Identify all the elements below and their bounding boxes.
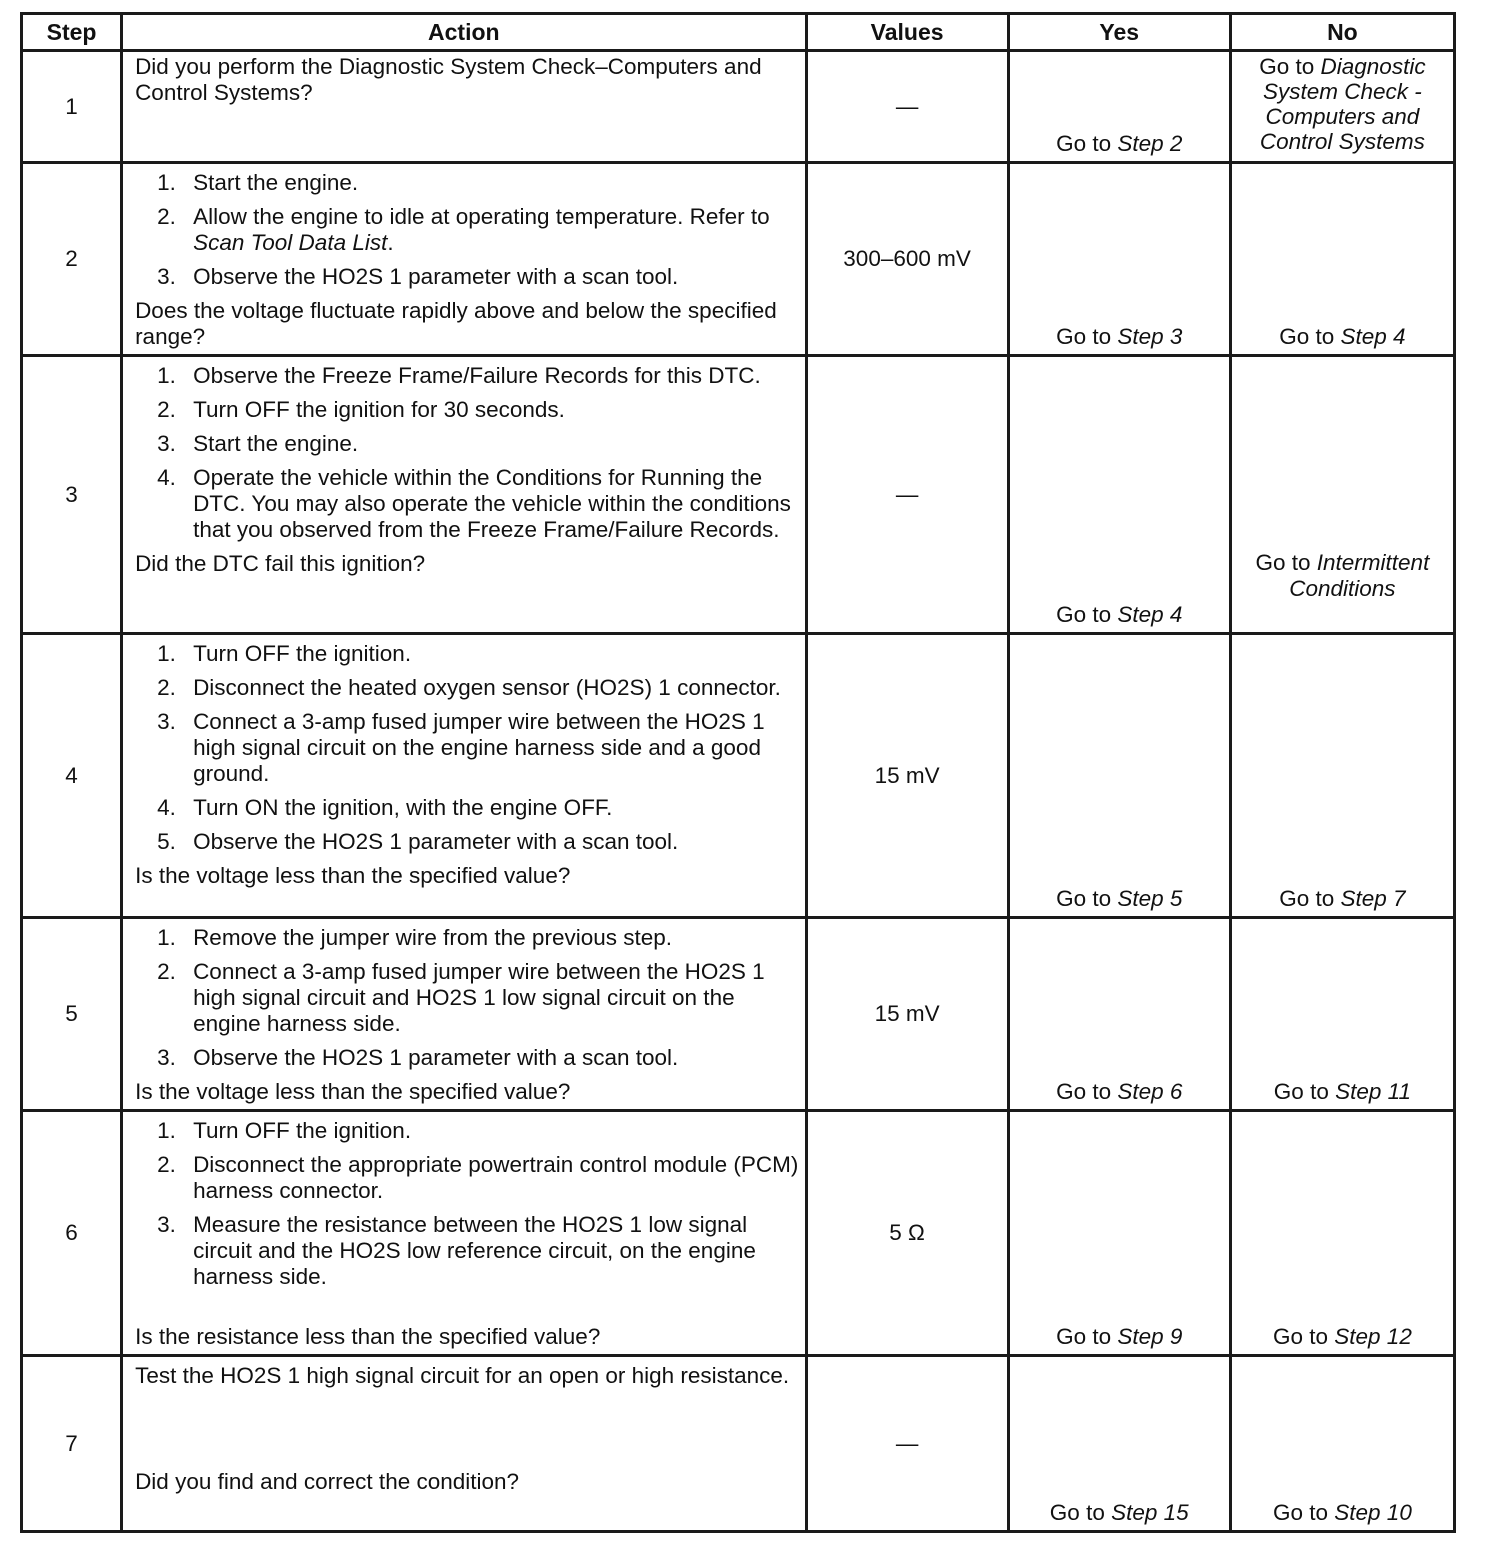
substep	[135, 204, 798, 256]
substep	[135, 959, 798, 1037]
substep-number: 2.	[157, 204, 176, 229]
yes-target: Step 15	[1111, 1500, 1189, 1525]
table-row	[22, 356, 1455, 634]
substep	[135, 397, 798, 423]
substep-number: 3.	[157, 431, 176, 456]
step-number: 3	[22, 356, 122, 634]
go-to-label: Go to	[1273, 1079, 1329, 1104]
substep	[135, 1118, 798, 1144]
action-cell	[122, 356, 806, 634]
header-step: Step	[22, 14, 122, 51]
substep	[135, 925, 798, 951]
substep	[135, 431, 798, 457]
yes-cell	[1008, 51, 1230, 163]
action-question: Is the voltage less than the specified value?	[135, 1079, 571, 1104]
no-target-line: Computers and	[1265, 104, 1420, 129]
action-cell	[122, 1356, 806, 1532]
header-values: Values	[806, 14, 1008, 51]
yes-link[interactable]	[1010, 324, 1229, 350]
substep-number: 4.	[157, 465, 176, 490]
action-cell	[122, 634, 806, 918]
action-question: Does the voltage fluctuate rapidly above and below the specified range?	[135, 298, 777, 349]
diagnostic-table	[20, 12, 1456, 1533]
go-to-label: Go to	[1056, 1079, 1112, 1104]
table-row	[22, 1111, 1455, 1356]
substep-text: Turn OFF the ignition.	[193, 1118, 412, 1143]
yes-cell	[1008, 1111, 1230, 1356]
yes-target: Step 5	[1117, 886, 1183, 911]
substep-number: 3.	[157, 1212, 176, 1237]
value-cell: —	[806, 1356, 1008, 1532]
substep-text: Disconnect the heated oxygen sensor (HO2S) 1 connector.	[193, 675, 781, 700]
go-to-label: Go to	[1056, 1324, 1112, 1349]
value-cell: 15 mV	[806, 634, 1008, 918]
yes-link[interactable]	[1010, 131, 1229, 157]
yes-target: Step 9	[1117, 1324, 1183, 1349]
header-no: No	[1230, 14, 1454, 51]
go-to-label: Go to	[1255, 550, 1311, 575]
substep-text: Connect a 3-amp fused jumper wire between the HO2S 1 high signal circuit on the engine harness side and a good ground.	[193, 709, 765, 786]
substep-text: Disconnect the appropriate powertrain control module (PCM) harness connector.	[193, 1152, 799, 1203]
no-target-line: Control Systems	[1259, 129, 1425, 154]
no-link[interactable]	[1232, 1500, 1453, 1526]
table-header-row	[22, 14, 1455, 51]
yes-target: Step 4	[1117, 602, 1183, 627]
substep-text: Start the engine.	[193, 431, 359, 456]
value-cell: 5 Ω	[806, 1111, 1008, 1356]
substep-text: Allow the engine to idle at operating temperature. Refer to	[193, 204, 770, 229]
yes-cell	[1008, 163, 1230, 356]
table-row	[22, 163, 1455, 356]
go-to-label: Go to	[1272, 1324, 1328, 1349]
no-cell	[1230, 634, 1454, 918]
substep-text: Turn ON the ignition, with the engine OFF.	[193, 795, 613, 820]
yes-cell	[1008, 634, 1230, 918]
no-link[interactable]	[1232, 324, 1453, 350]
substep-number: 2.	[157, 397, 176, 422]
yes-link[interactable]	[1010, 1079, 1229, 1105]
table-row	[22, 918, 1455, 1111]
step-number: 7	[22, 1356, 122, 1532]
yes-target: Step 2	[1117, 131, 1183, 156]
action-question: Did the DTC fail this ignition?	[135, 551, 426, 576]
go-to-label: Go to	[1259, 54, 1315, 79]
yes-target: Step 3	[1117, 324, 1183, 349]
substep-number: 3.	[157, 1045, 176, 1070]
scan-tool-data-list-ref[interactable]: Scan Tool Data List	[193, 230, 388, 255]
substep-number: 2.	[157, 675, 176, 700]
header-yes: Yes	[1008, 14, 1230, 51]
no-target: Step 4	[1340, 324, 1406, 349]
substep-number: 2.	[157, 959, 176, 984]
substep-number: 3.	[157, 264, 176, 289]
substep-list	[135, 925, 798, 1071]
action-cell	[122, 51, 806, 163]
substep-list	[135, 641, 798, 855]
substep-number: 1.	[157, 1118, 176, 1143]
go-to-label: Go to	[1272, 1500, 1328, 1525]
no-target: Step 11	[1335, 1079, 1411, 1104]
no-link[interactable]	[1232, 1324, 1453, 1350]
substep-number: 1.	[157, 363, 176, 388]
go-to-label: Go to	[1056, 886, 1112, 911]
substep-text: Observe the HO2S 1 parameter with a scan tool.	[193, 264, 679, 289]
step-number: 1	[22, 51, 122, 163]
go-to-label: Go to	[1056, 602, 1112, 627]
substep-number: 2.	[157, 1152, 176, 1177]
no-link[interactable]	[1232, 52, 1453, 154]
substep-text: Start the engine.	[193, 170, 359, 195]
substep	[135, 465, 798, 543]
substep-text: Observe the HO2S 1 parameter with a scan tool.	[193, 829, 679, 854]
value-cell: 300–600 mV	[806, 163, 1008, 356]
action-cell	[122, 918, 806, 1111]
step-number: 5	[22, 918, 122, 1111]
no-target-line: Conditions	[1289, 576, 1396, 601]
substep	[135, 1212, 798, 1290]
no-target-line: System Check -	[1263, 79, 1422, 104]
go-to-label: Go to	[1049, 1500, 1105, 1525]
substep-text: Remove the jumper wire from the previous step.	[193, 925, 673, 950]
step-number: 2	[22, 163, 122, 356]
go-to-label: Go to	[1056, 324, 1112, 349]
value-cell: —	[806, 51, 1008, 163]
step-number: 6	[22, 1111, 122, 1356]
substep	[135, 363, 798, 389]
no-cell	[1230, 1111, 1454, 1356]
header-action: Action	[122, 14, 806, 51]
yes-link[interactable]	[1010, 1324, 1229, 1350]
no-target: Step 12	[1334, 1324, 1412, 1349]
substep-text: Observe the Freeze Frame/Failure Records for this DTC.	[193, 363, 761, 388]
substep-list	[135, 1118, 798, 1290]
substep	[135, 1152, 798, 1204]
substep-text: Turn OFF the ignition.	[193, 641, 412, 666]
table-row	[22, 1356, 1455, 1532]
substep-text: Measure the resistance between the HO2S 1 low signal circuit and the HO2S low reference circuit, on the engine harness side.	[193, 1212, 756, 1289]
substep-number: 3.	[157, 709, 176, 734]
substep	[135, 641, 798, 667]
substep-number: 4.	[157, 795, 176, 820]
no-cell	[1230, 918, 1454, 1111]
no-cell	[1230, 356, 1454, 634]
substep	[135, 264, 798, 290]
action-cell	[122, 1111, 806, 1356]
substep-text: Observe the HO2S 1 parameter with a scan tool.	[193, 1045, 679, 1070]
substep	[135, 170, 798, 196]
substep	[135, 829, 798, 855]
no-cell	[1230, 1356, 1454, 1532]
no-link[interactable]	[1232, 1079, 1453, 1105]
substep	[135, 795, 798, 821]
substep	[135, 1045, 798, 1071]
substep-list	[135, 363, 798, 543]
table-row	[22, 51, 1455, 163]
value-cell: 15 mV	[806, 918, 1008, 1111]
yes-target: Step 6	[1117, 1079, 1183, 1104]
substep-number: 1.	[157, 170, 176, 195]
substep	[135, 675, 798, 701]
table-row	[22, 634, 1455, 918]
no-cell	[1230, 51, 1454, 163]
substep-number: 1.	[157, 925, 176, 950]
substep-text: Operate the vehicle within the Conditions for Running the DTC. You may also operate the vehicle within the conditions that you observed from the Freeze Frame/Failure Records.	[193, 465, 791, 542]
substep-text: Connect a 3-amp fused jumper wire between the HO2S 1 high signal circuit and HO2S 1 low signal circuit on the engine harness side.	[193, 959, 765, 1036]
yes-link[interactable]	[1010, 886, 1229, 912]
value-cell: —	[806, 356, 1008, 634]
yes-cell	[1008, 918, 1230, 1111]
substep-number: 1.	[157, 641, 176, 666]
substep	[135, 709, 798, 787]
substep-list	[135, 170, 798, 290]
substep-text: .	[387, 230, 394, 255]
no-cell	[1230, 163, 1454, 356]
action-intro: Did you perform the Diagnostic System Check–Computers and Control Systems?	[135, 54, 762, 105]
yes-link[interactable]	[1010, 1500, 1229, 1526]
go-to-label: Go to	[1279, 324, 1335, 349]
no-target-line: Intermittent	[1316, 550, 1430, 575]
action-question: Is the resistance less than the specified value?	[135, 1324, 601, 1349]
yes-link[interactable]	[1010, 602, 1229, 628]
substep-number: 5.	[157, 829, 176, 854]
yes-cell	[1008, 356, 1230, 634]
no-target-line: Diagnostic	[1320, 54, 1426, 79]
action-question: Did you find and correct the condition?	[135, 1469, 520, 1494]
action-question: Is the voltage less than the specified value?	[135, 863, 571, 888]
action-intro: Test the HO2S 1 high signal circuit for an open or high resistance.	[135, 1363, 790, 1388]
action-cell	[122, 163, 806, 356]
yes-cell	[1008, 1356, 1230, 1532]
no-target: Step 7	[1340, 886, 1406, 911]
step-number: 4	[22, 634, 122, 918]
substep-text: Turn OFF the ignition for 30 seconds.	[193, 397, 565, 422]
no-link[interactable]	[1232, 550, 1453, 602]
go-to-label: Go to	[1056, 131, 1112, 156]
go-to-label: Go to	[1279, 886, 1335, 911]
no-target: Step 10	[1334, 1500, 1412, 1525]
no-link[interactable]	[1232, 886, 1453, 912]
